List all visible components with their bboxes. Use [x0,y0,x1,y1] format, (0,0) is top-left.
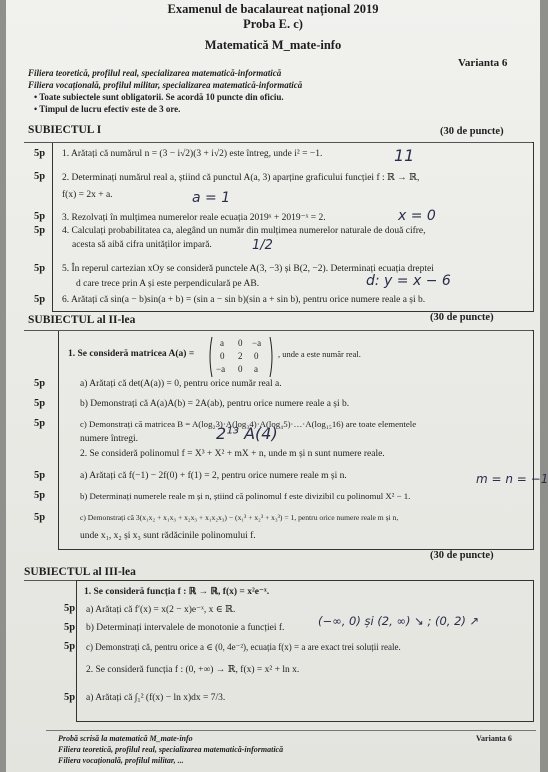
divider [46,730,536,731]
matrix [208,336,274,378]
matrix-cell: a [220,338,224,348]
subject-2-points: (30 de puncte) [430,312,494,323]
question-text: c) Demonstrați că 3(x₁x₂ + x₁x₃ + x₂x₃ + x₁x₂x₃) − (x₁³ + x₂³ + x₃³) = 1, pentru orice numere reale m și n, [80,513,399,522]
question-text: c) Demonstrați că, pentru orice a ∈ (0, 4e⁻²), ecuația f(x) = a are exact trei soluții reale. [86,642,401,652]
question-text: 6. Arătați că sin(a − b)sin(a + b) = (sin a − sin b)(sin a + sin b), pentru orice numere reale a și b. [62,295,426,305]
question-text: b) Determinați numerele reale m și n, știind că polinomul f este divizibil cu polinomul X² − 1. [80,491,411,501]
score-label: 5p [34,294,46,305]
question-text: a) Arătați că ∫₁² (f(x) − ln x)dx = 7/3. [86,693,226,703]
question-text: b) Demonstrați că A(a)A(b) = 2A(ab), pentru orice numere reale a și b. [80,399,350,409]
divider [24,142,532,143]
handwritten-note: d: y = x − 6 [366,273,451,289]
question-text: a) Arătați că det(A(a)) = 0, pentru orice număr real a. [80,379,282,389]
filiera-line: Filiera teoretică, profilul real, specializarea matematică-informatică [28,68,282,78]
matrix-cell: −a [252,338,262,348]
score-label: 5p [34,398,46,409]
subject-1-points: (30 de puncte) [440,126,504,137]
footer-variant: Varianta 6 [476,734,512,743]
instruction-bullet: • Toate subiectele sunt obligatorii. Se acordă 10 puncte din oficiu. [34,92,284,102]
matrix-cell: 0 [254,351,259,361]
question-text: , unde a este număr real. [278,349,361,359]
question-text: numere întregi. [80,434,139,444]
score-label: 5p [64,692,76,703]
question-text: 3. Rezolvați în mulțimea numerelor reale ecuația 2019ˣ + 2019⁻ˣ = 2. [62,213,326,223]
handwritten-note: (−∞, 0) și (2, ∞) ↘ ; (0, 2) ↗ [318,614,480,628]
score-label: 5p [34,512,46,523]
score-label: 5p [34,378,46,389]
question-text: 5. În reperul cartezian xOy se consideră punctele A(3, −3) și B(2, −2). Determinați ecuația dreptei [62,264,434,274]
question-text: 1. Arătați că numărul n = (3 − i√2)(3 + i√2) este întreg, unde i² = −1. [62,149,323,159]
matrix-cell: −a [216,364,226,374]
question-text: b) Determinați intervalele de monotonie a funcției f. [86,623,285,633]
matrix-cell: 0 [238,338,243,348]
handwritten-note: x = 0 [398,208,436,224]
subject-3-title: SUBIECTUL al III-lea [24,566,136,578]
score-label: 5p [34,148,46,159]
footer-line: Filiera teoretică, profilul real, specializarea matematică-informatică [58,745,284,754]
matrix-cell: a [254,364,258,374]
question-text: 2. Se consideră funcția f : (0, +∞) → ℝ, f(x) = x² + ln x. [86,665,300,675]
divider [24,330,532,331]
question-text: 4. Calculați probabilitatea ca, alegând un număr din mulțimea numerelor naturale de două cifre, [62,226,426,236]
score-label: 5p [34,211,46,222]
question-text: a) Arătați că f(−1) − 2f(0) + f(1) = 2, pentru orice numere reale m și n. [80,471,347,481]
exam-subject: Matematică M_mate-info [204,38,342,52]
question-text: a) Arătați că f′(x) = x(2 − x)e⁻ˣ, x ∈ ℝ. [86,605,236,615]
instruction-bullet: • Timpul de lucru efectiv este de 3 ore. [34,104,181,114]
filiera-line: Filiera vocațională, profilul militar, specializarea matematică-informatică [28,80,303,90]
footer-line: Filiera vocațională, profilul militar, ... [58,756,184,765]
question-text: f(x) = 2x + a. [62,190,113,200]
score-label: 5p [64,622,76,633]
matrix-cell: 0 [220,351,225,361]
subject-2-title: SUBIECTUL al II-lea [28,314,136,326]
score-label: 5p [34,418,46,429]
subject-1-title: SUBIECTUL I [28,124,102,136]
handwritten-note: 2¹³ A(4) [216,424,278,443]
question-text: 1. Se consideră matricea A(a) = [68,349,195,359]
score-label: 5p [34,225,46,236]
question-text: c) Demonstrați că matricea B = A(log₂3)·A(log₃4)·A(log₄5)·…·A(log₁₅16) are toate elementele [80,419,417,429]
question-text: unde x₁, x₂ și x₃ sunt rădăcinile polinomului f. [80,531,256,541]
question-text: acesta să aibă cifra unităților impară. [72,240,212,250]
score-label: 5p [34,470,46,481]
matrix-cell: 2 [238,351,243,361]
score-label: 5p [34,263,46,274]
subject-3-points: (30 de puncte) [430,550,494,561]
footer-line: Probă scrisă la matematică M_mate-info [58,734,193,743]
handwritten-note: m = n = −1 [476,472,548,486]
score-label: 5p [64,641,76,652]
exam-title: Examenul de bacalaureat național 2019 [167,2,379,16]
handwritten-note: 11 [394,146,415,165]
exam-page [6,0,548,772]
handwritten-note: a = 1 [192,190,231,206]
question-text: d care trece prin A și este perpendiculară pe AB. [76,279,260,289]
question-text: 1. Se consideră funcția f : ℝ → ℝ, f(x) = x²e⁻ˣ. [84,587,270,597]
question-text: 2. Se consideră polinomul f = X³ + X² + mX + n, unde m și n sunt numere reale. [80,449,385,459]
score-label: 5p [64,603,76,614]
matrix-cell: 0 [238,364,243,374]
question-text: 2. Determinați numărul real a, știind că punctul A(a, 3) aparține graficului funcției f : ℝ → ℝ, [62,173,420,183]
variant-label: Varianta 6 [458,57,508,69]
score-label: 5p [34,490,46,501]
score-label: 5p [34,171,46,182]
exam-proba: Proba E. c) [243,17,303,31]
handwritten-note: 1/2 [252,238,273,253]
